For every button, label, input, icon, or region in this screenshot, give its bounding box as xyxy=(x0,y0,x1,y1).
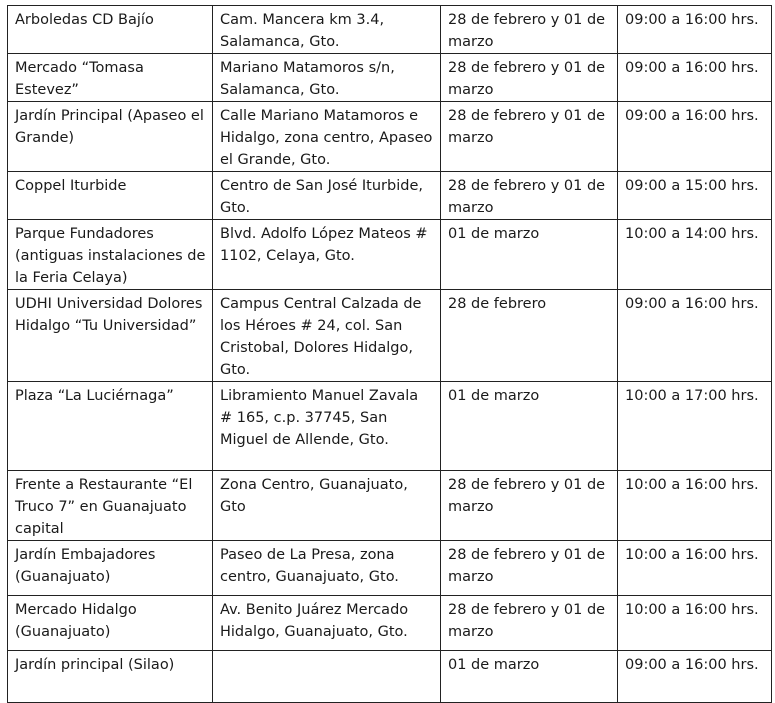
location-cell xyxy=(8,54,213,102)
hours-text: 09:00 a 16:00 hrs. xyxy=(625,296,759,312)
location-text: Coppel Iturbide xyxy=(15,178,127,194)
location-cell xyxy=(8,6,213,54)
address-cell xyxy=(213,541,441,596)
address-cell xyxy=(213,596,441,651)
hours-text: 10:00 a 14:00 hrs. xyxy=(625,226,759,242)
location-cell xyxy=(8,102,213,172)
table-row xyxy=(8,596,772,651)
date-cell xyxy=(441,102,618,172)
date-text: 28 de febrero y 01 de marzo xyxy=(448,60,606,98)
date-cell xyxy=(441,651,618,703)
hours-text: 10:00 a 16:00 hrs. xyxy=(625,547,759,563)
hours-text: 09:00 a 15:00 hrs. xyxy=(625,178,759,194)
date-cell xyxy=(441,290,618,382)
hours-cell xyxy=(618,596,772,651)
hours-cell xyxy=(618,651,772,703)
hours-text: 09:00 a 16:00 hrs. xyxy=(625,108,759,124)
hours-cell xyxy=(618,382,772,471)
address-text: Cam. Mancera km 3.4, Salamanca, Gto. xyxy=(220,12,385,50)
address-cell xyxy=(213,102,441,172)
date-text: 28 de febrero y 01 de marzo xyxy=(448,477,606,515)
date-text: 28 de febrero y 01 de marzo xyxy=(448,602,606,640)
table-row xyxy=(8,102,772,172)
location-cell xyxy=(8,541,213,596)
address-text: Centro de San José Iturbide, Gto. xyxy=(220,178,423,216)
hours-text: 10:00 a 17:00 hrs. xyxy=(625,388,759,404)
address-cell xyxy=(213,290,441,382)
address-cell xyxy=(213,382,441,471)
location-cell xyxy=(8,651,213,703)
date-cell xyxy=(441,382,618,471)
hours-text: 10:00 a 16:00 hrs. xyxy=(625,477,759,493)
location-cell xyxy=(8,596,213,651)
table-row xyxy=(8,220,772,290)
location-text: Jardín Embajadores (Guanajuato) xyxy=(15,547,156,585)
hours-text: 09:00 a 16:00 hrs. xyxy=(625,657,759,673)
date-cell xyxy=(441,172,618,220)
table-row xyxy=(8,541,772,596)
date-text: 28 de febrero y 01 de marzo xyxy=(448,547,606,585)
table-row xyxy=(8,172,772,220)
date-text: 28 de febrero y 01 de marzo xyxy=(448,178,606,216)
address-cell xyxy=(213,220,441,290)
hours-cell xyxy=(618,290,772,382)
hours-cell xyxy=(618,54,772,102)
hours-text: 09:00 a 16:00 hrs. xyxy=(625,60,759,76)
address-cell xyxy=(213,651,441,703)
date-cell xyxy=(441,220,618,290)
address-text: Campus Central Calzada de los Héroes # 24, col. San Cristobal, Dolores Hidalgo, Gto. xyxy=(220,296,422,378)
address-cell xyxy=(213,172,441,220)
address-text: Zona Centro, Guanajuato, Gto xyxy=(220,477,408,515)
location-cell xyxy=(8,290,213,382)
table-row xyxy=(8,6,772,54)
hours-cell xyxy=(618,6,772,54)
date-text: 01 de marzo xyxy=(448,226,540,242)
address-text: Blvd. Adolfo López Mateos # 1102, Celaya, Gto. xyxy=(220,226,428,264)
location-text: Parque Fundadores (antiguas instalaciones de la Feria Celaya) xyxy=(15,226,206,286)
table-row xyxy=(8,290,772,382)
date-text: 01 de marzo xyxy=(448,388,540,404)
location-cell xyxy=(8,382,213,471)
date-text: 28 de febrero y 01 de marzo xyxy=(448,12,606,50)
date-cell xyxy=(441,54,618,102)
hours-text: 09:00 a 16:00 hrs. xyxy=(625,12,759,28)
table-row xyxy=(8,471,772,541)
location-text: UDHI Universidad Dolores Hidalgo “Tu Universidad” xyxy=(15,296,203,334)
date-text: 28 de febrero xyxy=(448,296,547,312)
locations-table xyxy=(7,5,772,703)
table-row xyxy=(8,651,772,703)
hours-cell xyxy=(618,220,772,290)
location-text: Arboledas CD Bajío xyxy=(15,12,154,28)
location-text: Frente a Restaurante “El Truco 7” en Guanajuato capital xyxy=(15,477,193,537)
location-cell xyxy=(8,220,213,290)
address-text: Libramiento Manuel Zavala # 165, c.p. 37745, San Miguel de Allende, Gto. xyxy=(220,388,419,448)
address-cell xyxy=(213,54,441,102)
hours-text: 10:00 a 16:00 hrs. xyxy=(625,602,759,618)
hours-cell xyxy=(618,102,772,172)
date-text: 01 de marzo xyxy=(448,657,540,673)
hours-cell xyxy=(618,541,772,596)
hours-cell xyxy=(618,172,772,220)
date-cell xyxy=(441,541,618,596)
location-text: Mercado Hidalgo (Guanajuato) xyxy=(15,602,137,640)
address-text: Av. Benito Juárez Mercado Hidalgo, Guanajuato, Gto. xyxy=(220,602,409,640)
location-cell xyxy=(8,471,213,541)
location-cell xyxy=(8,172,213,220)
address-cell xyxy=(213,6,441,54)
location-text: Mercado “Tomasa Estevez” xyxy=(15,60,144,98)
address-text: Paseo de La Presa, zona centro, Guanajuato, Gto. xyxy=(220,547,399,585)
address-cell xyxy=(213,471,441,541)
address-text: Mariano Matamoros s/n, Salamanca, Gto. xyxy=(220,60,395,98)
hours-cell xyxy=(618,471,772,541)
location-text: Jardín Principal (Apaseo el Grande) xyxy=(15,108,204,146)
date-cell xyxy=(441,6,618,54)
table-row xyxy=(8,382,772,471)
location-text: Plaza “La Luciérnaga” xyxy=(15,388,174,404)
location-text: Jardín principal (Silao) xyxy=(15,657,175,673)
date-cell xyxy=(441,471,618,541)
date-cell xyxy=(441,596,618,651)
address-text: Calle Mariano Matamoros e Hidalgo, zona centro, Apaseo el Grande, Gto. xyxy=(220,108,433,168)
date-text: 28 de febrero y 01 de marzo xyxy=(448,108,606,146)
table-row xyxy=(8,54,772,102)
